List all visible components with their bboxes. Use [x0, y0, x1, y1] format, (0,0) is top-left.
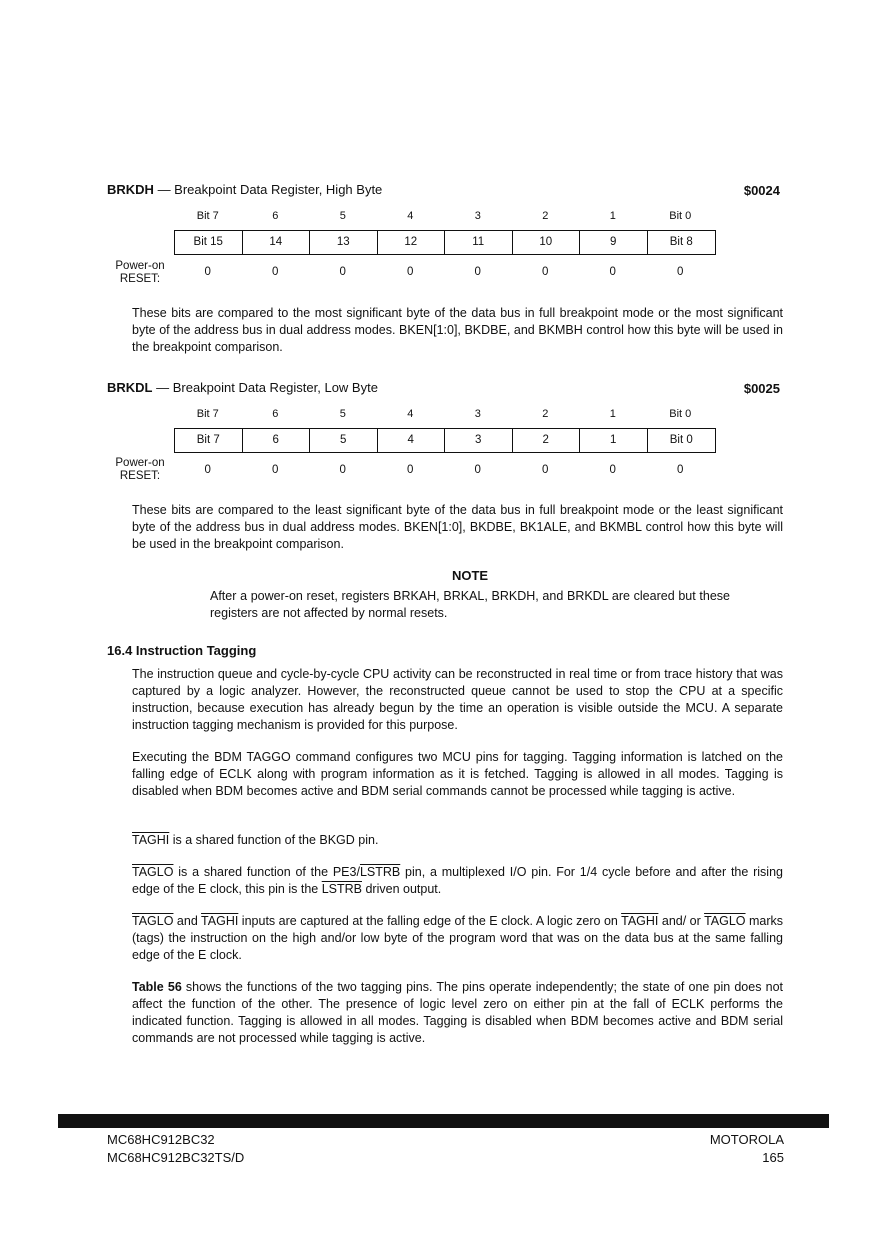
footer-doc-number: MC68HC912BC32TS/D	[107, 1150, 245, 1165]
register-cell: Bit 15	[175, 231, 243, 254]
brkdl-name: BRKDL	[107, 380, 153, 395]
note-title: NOTE	[451, 568, 489, 583]
brkdh-reset-values	[174, 266, 714, 278]
brkdh-desc: — Breakpoint Data Register, High Byte	[153, 182, 383, 197]
brkdl-address: $0025	[743, 381, 780, 396]
signal-taghi: TAGHI	[201, 914, 239, 928]
footer-right	[640, 1131, 784, 1167]
paragraph-text: and	[173, 914, 202, 928]
signal-taghi: TAGHI	[132, 833, 170, 847]
reset-value: 0	[339, 266, 346, 278]
brkdl-register-cells	[174, 428, 716, 453]
reset-label-line1: Power-on	[115, 260, 165, 272]
signal-taglo: TAGLO	[704, 914, 746, 928]
paragraph-queue: The instruction queue and cycle-by-cycle CPU activity can be reconstructed in real time or from trace history that was captured by a logic analyzer. However, the reconstructed queue cannot be used to stop the CPU at a specific instruction, because execution has already begun by the time an operation is visible outside the MCU. A separate instruction tagging mechanism is provided for this purpose.	[132, 667, 783, 732]
signal-taghi: TAGHI	[621, 914, 659, 928]
bit-header: 1	[609, 408, 616, 420]
paragraph-text: driven output.	[362, 882, 442, 896]
bit-header: Bit 7	[196, 408, 219, 420]
bit-header: 1	[609, 210, 616, 222]
register-cell: 11	[445, 231, 513, 254]
paragraph-text: marks (tags) the instruction on the high and/or low byte of the program word that was on the data bus at the same falling edge of the E clock.	[132, 914, 784, 962]
reset-value: 0	[677, 266, 684, 278]
paragraph-taglo	[132, 864, 783, 898]
register-cell: Bit 0	[669, 434, 693, 446]
reset-value: 0	[677, 464, 684, 476]
brkdh-bit-headers	[174, 210, 714, 222]
brkdh-register-cells	[174, 230, 716, 255]
paragraph-taggo: Executing the BDM TAGGO command configures two MCU pins for tagging. Tagging information is latched on the falling edge of ECLK along with program information as it is fetched. Tagging is allowed in all modes. Tagging is disabled when BDM becomes active and BDM serial commands cannot be processed while tagging is active.	[132, 750, 783, 798]
paragraph-table56	[132, 979, 783, 1047]
register-cell: 4	[378, 429, 446, 452]
brkdl-title	[107, 380, 378, 395]
footer-rule	[58, 1114, 829, 1128]
paragraph-taghi	[132, 832, 783, 849]
page-number: 165	[762, 1150, 784, 1165]
brkdh-address: $0024	[743, 183, 780, 198]
register-cell: Bit 7	[175, 429, 243, 452]
reset-value: 0	[272, 266, 279, 278]
paragraph-text: pin, a multiplexed I/O pin. For 1/4 cycle before and after the rising edge of the E clock, this pin is the	[132, 865, 783, 896]
reset-value: 0	[204, 266, 211, 278]
paragraph-text: shows the functions of the two tagging pins. The pins operate independently; the state of one pin does not affect the function of the other. The presence of logic level zero on either pin at the fall of ECLK performs the indicated function. Tagging is allowed in all modes. Tagging is disabled when BDM becomes active and BDM serial commands are not processed while tagging is active.	[132, 980, 783, 1045]
bit-header: 4	[407, 210, 414, 222]
paragraph-text: is a shared function of the BKGD pin.	[169, 833, 379, 847]
reset-value: 0	[407, 266, 414, 278]
brkdl-reset-label	[106, 457, 174, 483]
reset-value: 0	[542, 266, 549, 278]
bit-header: 5	[339, 408, 346, 420]
bit-header: 6	[272, 210, 279, 222]
reset-label-line2: RESET:	[119, 470, 161, 482]
footer-part-number: MC68HC912BC32	[107, 1132, 215, 1147]
reset-value: 0	[542, 464, 549, 476]
reset-value: 0	[474, 266, 481, 278]
brkdl-bit-headers	[174, 408, 714, 420]
bit-header: 3	[474, 210, 481, 222]
register-cell: Bit 8	[669, 236, 693, 248]
brkdh-reset-label	[106, 260, 174, 286]
brkdh-title	[107, 182, 382, 197]
bit-header: 2	[542, 408, 549, 420]
footer-left	[107, 1131, 244, 1167]
paragraph-text: inputs are captured at the falling edge of the E clock. A logic zero on	[238, 914, 622, 928]
signal-lstrb: LSTRB	[321, 882, 362, 896]
reset-value: 0	[474, 464, 481, 476]
paragraph-capture	[132, 913, 783, 964]
reset-value: 0	[339, 464, 346, 476]
brkdl-description: These bits are compared to the least significant byte of the data bus in full breakpoint mode or the least significant byte of the address bus in dual address modes. BKEN[1:0], BKDBE, BK1ALE, and BKMBL control how this byte will be used in the breakpoint comparison.	[132, 503, 783, 551]
register-cell: 10	[513, 231, 581, 254]
bit-header: 2	[542, 210, 549, 222]
brkdl-reset-values	[174, 464, 714, 476]
signal-taglo: TAGLO	[132, 865, 174, 879]
register-cell: 13	[310, 231, 378, 254]
register-cell: 2	[513, 429, 581, 452]
table-reference: Table 56	[132, 980, 182, 994]
reset-value: 0	[204, 464, 211, 476]
register-cell: 12	[378, 231, 446, 254]
reset-label-line1: Power-on	[115, 457, 165, 469]
reset-value: 0	[407, 464, 414, 476]
bit-header: 6	[272, 408, 279, 420]
register-cell: 3	[445, 429, 513, 452]
register-cell: 14	[243, 231, 311, 254]
paragraph-text: and/ or	[658, 914, 705, 928]
bit-header: 4	[407, 408, 414, 420]
brkdh-name: BRKDH	[107, 182, 154, 197]
register-cell: 6	[243, 429, 311, 452]
brkdh-description: These bits are compared to the most significant byte of the data bus in full breakpoint mode or the most significant byte of the address bus in dual address modes. BKEN[1:0], BKDBE, and BKMBH control how this byte will be used in the breakpoint comparison.	[132, 306, 783, 354]
reset-label-line2: RESET:	[119, 273, 161, 285]
register-cell: 9	[580, 231, 648, 254]
register-cell: 5	[310, 429, 378, 452]
signal-taglo: TAGLO	[132, 914, 174, 928]
bit-header: 5	[339, 210, 346, 222]
brkdl-desc: — Breakpoint Data Register, Low Byte	[152, 380, 378, 395]
register-cell: 1	[580, 429, 648, 452]
section-heading: 16.4 Instruction Tagging	[107, 643, 257, 658]
footer-brand: MOTOROLA	[709, 1132, 784, 1147]
bit-header: Bit 7	[196, 210, 219, 222]
bit-header: Bit 0	[669, 408, 692, 420]
paragraph-text: is a shared function of the PE3/	[173, 865, 360, 879]
reset-value: 0	[272, 464, 279, 476]
note-text: After a power-on reset, registers BRKAH, BRKAL, BRKDH, and BRKDL are cleared but these registers are not affected by normal resets.	[210, 589, 730, 620]
bit-header: 3	[474, 408, 481, 420]
signal-lstrb: LSTRB	[359, 865, 401, 879]
reset-value: 0	[609, 266, 616, 278]
reset-value: 0	[609, 464, 616, 476]
bit-header: Bit 0	[669, 210, 692, 222]
